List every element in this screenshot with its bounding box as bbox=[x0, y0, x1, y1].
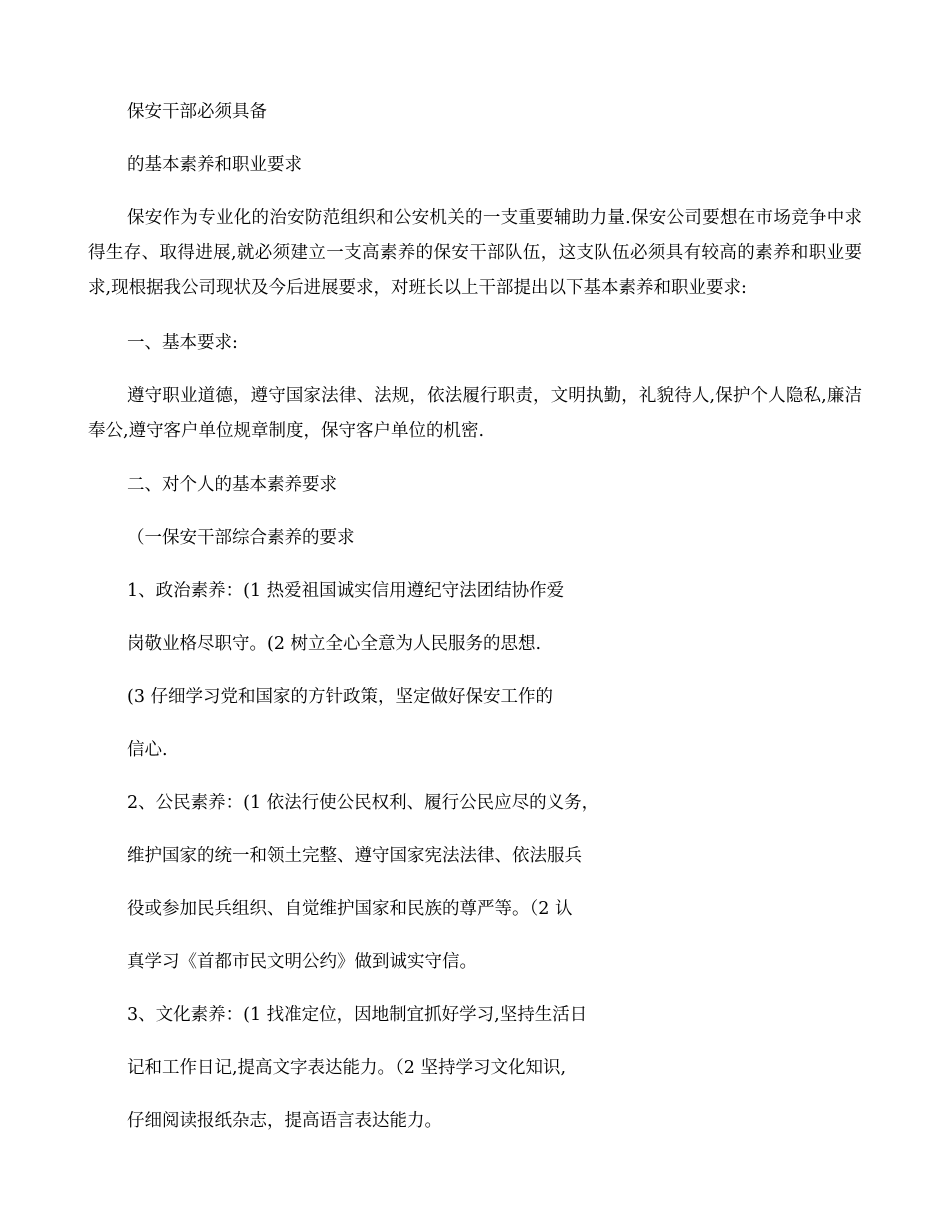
item-3-line: 仔细阅读报纸杂志，提高语言表达能力。 bbox=[127, 1111, 442, 1131]
item-2-line: 2、公民素养：(1 依法行使公民权利、履行公民应尽的义务， bbox=[127, 793, 600, 813]
item-1-line: 信心. bbox=[127, 740, 168, 760]
item-2-line: 真学习《首都市民文明公约》做到诚实守信。 bbox=[127, 952, 477, 972]
subsection-1-heading: （一保安干部综合素养的要求 bbox=[127, 528, 355, 548]
item-3-line: 3、文化素养：(1 找准定位，因地制宜抓好学习,坚持生活日 bbox=[127, 1005, 588, 1025]
intro-paragraph: 保安作为专业化的治安防范组织和公安机关的一支重要辅助力量.保安公司要想在市场竞争中求得生存、取得进展,就必须建立一支高素养的保安干部队伍，这支队伍必须具有较高的素养和职业要求,现根据我公司现状及今后进展要求，对班长以上干部提出以下基本素养和职业要求: bbox=[88, 208, 862, 298]
item-3-line: 记和工作日记,提高文字表达能力。（2 坚持学习文化知识, bbox=[127, 1058, 567, 1078]
section-2-heading: 二、对个人的基本素养要求 bbox=[127, 475, 337, 495]
title-line-2: 的基本素养和职业要求 bbox=[127, 155, 302, 175]
section-1-heading: 一、基本要求: bbox=[127, 333, 238, 353]
title-line-1: 保安干部必须具备 bbox=[127, 102, 267, 122]
item-1-line: (3 仔细学习党和国家的方针政策，坚定做好保安工作的 bbox=[127, 687, 554, 707]
section-1-body: 遵守职业道德，遵守国家法律、法规，依法履行职责，文明执勤，礼貌待人,保护个人隐私,廉洁奉公,遵守客户单位规章制度，保守客户单位的机密. bbox=[88, 386, 862, 441]
item-1-line: 岗敬业格尽职守。(2 树立全心全意为人民服务的思想. bbox=[127, 634, 542, 654]
item-1-line: 1、政治素养：(1 热爱祖国诚实信用遵纪守法团结协作爱 bbox=[127, 581, 565, 601]
item-2-line: 维护国家的统一和领土完整、遵守国家宪法法律、依法服兵 bbox=[127, 846, 582, 866]
item-2-line: 役或参加民兵组织、自觉维护国家和民族的尊严等。（2 认 bbox=[127, 899, 573, 919]
